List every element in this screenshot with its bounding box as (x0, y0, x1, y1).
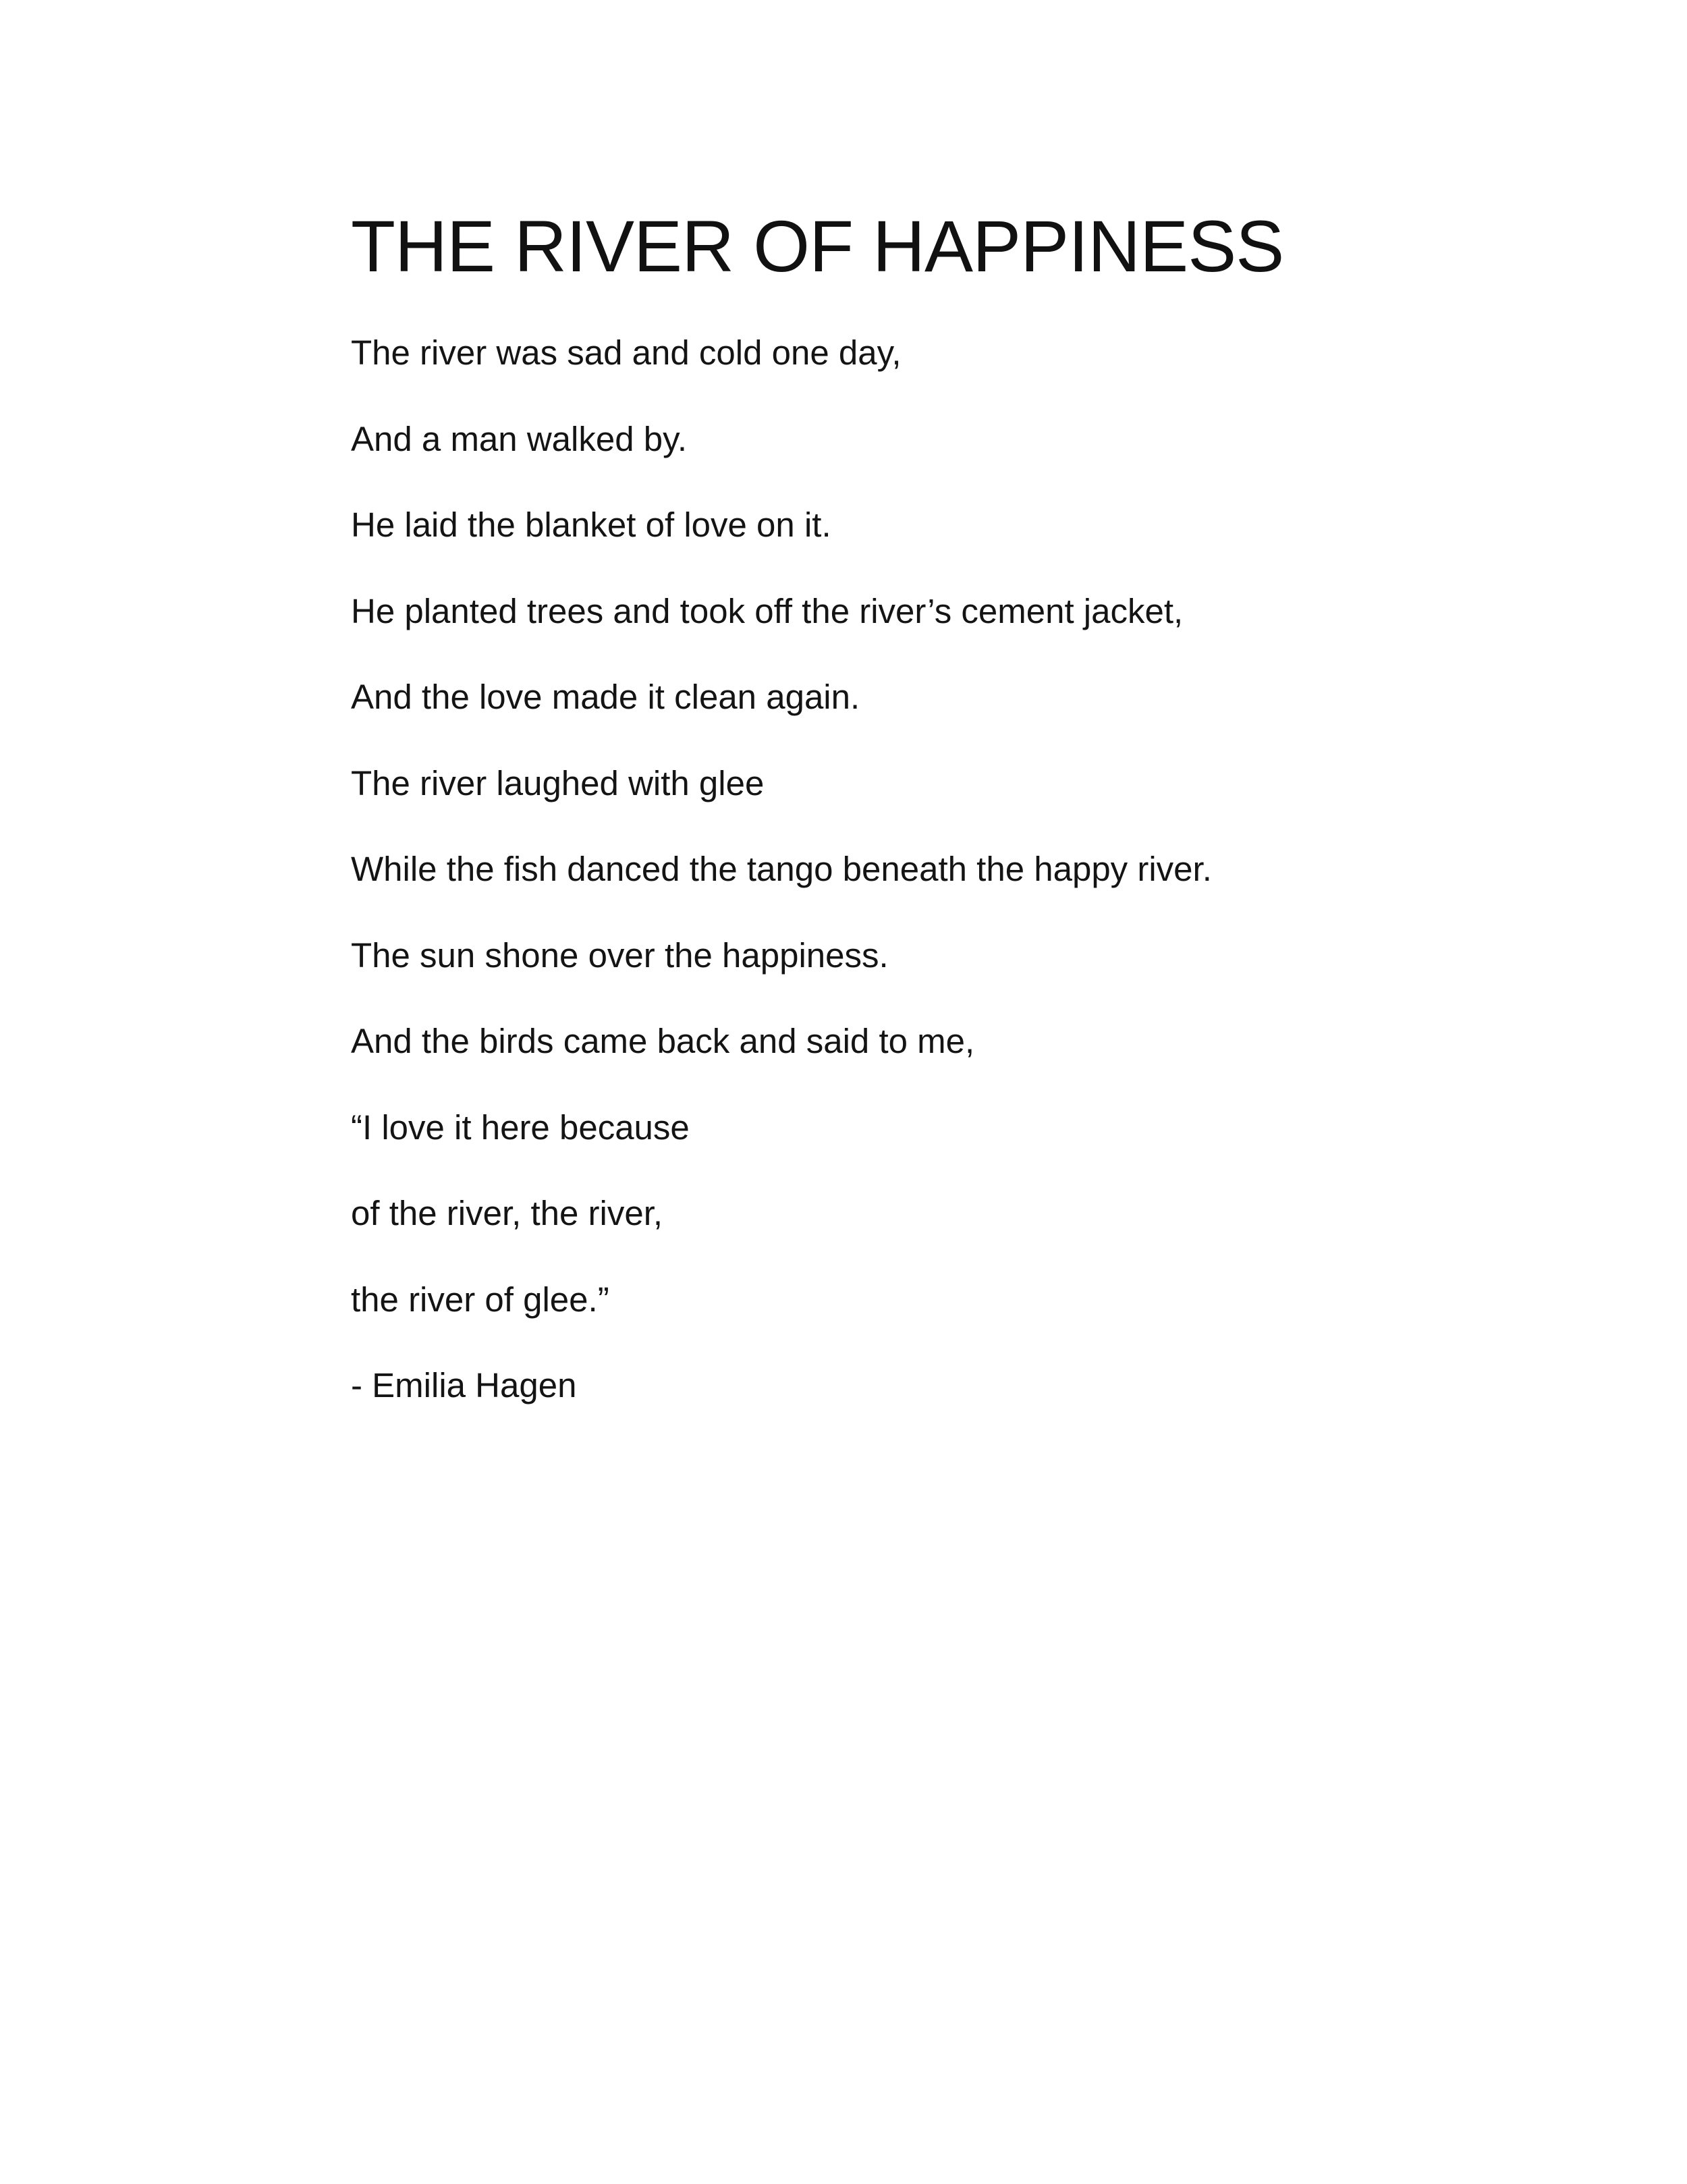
poem-line: The sun shone over the happiness. (351, 935, 889, 975)
poem-line: And the love made it clean again. (351, 678, 860, 716)
poem-line: The river was sad and cold one day, (351, 333, 902, 372)
poem-line: And a man walked by. (351, 419, 687, 458)
poem-line: The river laughed with glee (351, 763, 765, 802)
poem-body (351, 333, 1552, 1406)
poem-line: He laid the blanket of love on it. (351, 506, 831, 544)
poem-line: And the birds came back and said to me, (351, 1022, 975, 1060)
poem-line: “I love it here because (351, 1108, 690, 1147)
poem-line: of the river, the river, (351, 1194, 663, 1232)
poem-line: the river of glee.” (351, 1280, 609, 1319)
poem-container (351, 199, 1552, 1452)
poem-line: While the fish danced the tango beneath the happy river. (351, 850, 1212, 888)
poem-author: - Emilia Hagen (351, 1366, 577, 1404)
poem-line: He planted trees and took off the river’s cement jacket, (351, 591, 1184, 630)
poem-title: THE RIVER OF HAPPINESS (351, 205, 1284, 287)
